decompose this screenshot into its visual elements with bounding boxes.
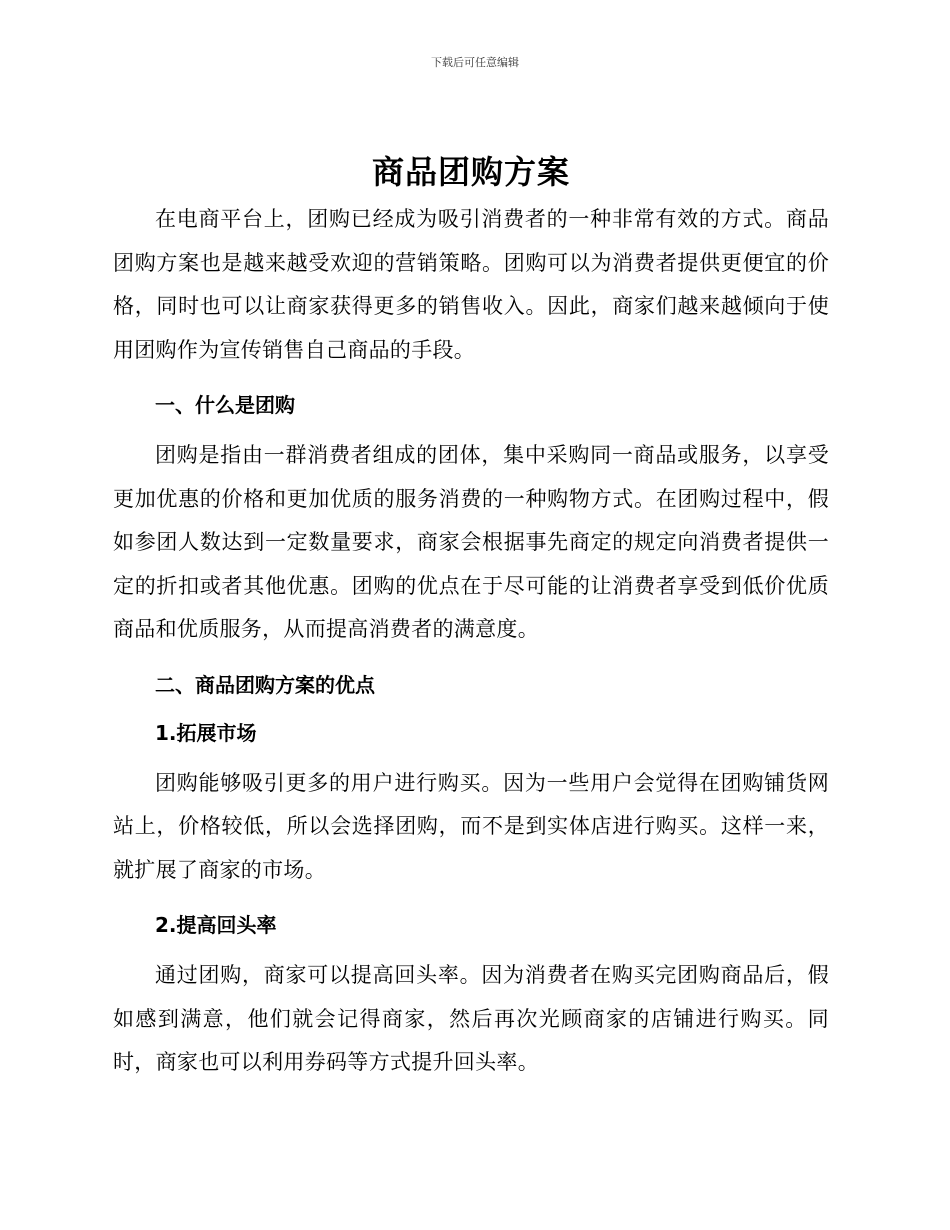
subsection-paragraph-return-rate: 通过团购，商家可以提高回头率。因为消费者在购买完团购商品后，假如感到满意，他们就会记得商家，然后再次光顾商家的店铺进行购买。同时，商家也可以利用券码等方式提升回头率。 xyxy=(113,963,829,1074)
section-heading-advantages: 二、商品团购方案的优点 xyxy=(155,672,375,697)
section-heading-what-is-group-buying: 一、什么是团购 xyxy=(155,393,295,417)
subsection-paragraph-expand-market: 团购能够吸引更多的用户进行购买。因为一些用户会觉得在团购铺货网站上，价格较低，所以会选择团购，而不是到实体店进行购买。这样一来，就扩展了商家的市场。 xyxy=(113,770,829,882)
section-paragraph-what-is-group-buying: 团购是指由一群消费者组成的团体，集中采购同一商品或服务，以享受更加优惠的价格和更加优质的服务消费的一种购物方式。在团购过程中，假如参团人数达到一定数量要求，商家会根据事先商定的规定向消费者提供一定的折扣或者其他优惠。团购的优点在于尽可能的让消费者享受到低价优质商品和优质服务，从而提高消费者的满意度。 xyxy=(113,443,829,641)
document-body xyxy=(113,150,829,1085)
subsection-heading-return-rate: 2.提高回头率 xyxy=(155,913,277,937)
subsection-heading-expand-market: 1.拓展市场 xyxy=(155,720,257,745)
document-title: 商品团购方案 xyxy=(371,153,570,191)
intro-paragraph: 在电商平台上，团购已经成为吸引消费者的一种非常有效的方式。商品团购方案也是越来越受欢迎的营销策略。团购可以为消费者提供更便宜的价格，同时也可以让商家获得更多的销售收入。因此，商家们越来越倾向于使用团购作为宣传销售自己商品的手段。 xyxy=(113,207,829,362)
page-header-note: 下载后可任意编辑 xyxy=(431,56,519,69)
